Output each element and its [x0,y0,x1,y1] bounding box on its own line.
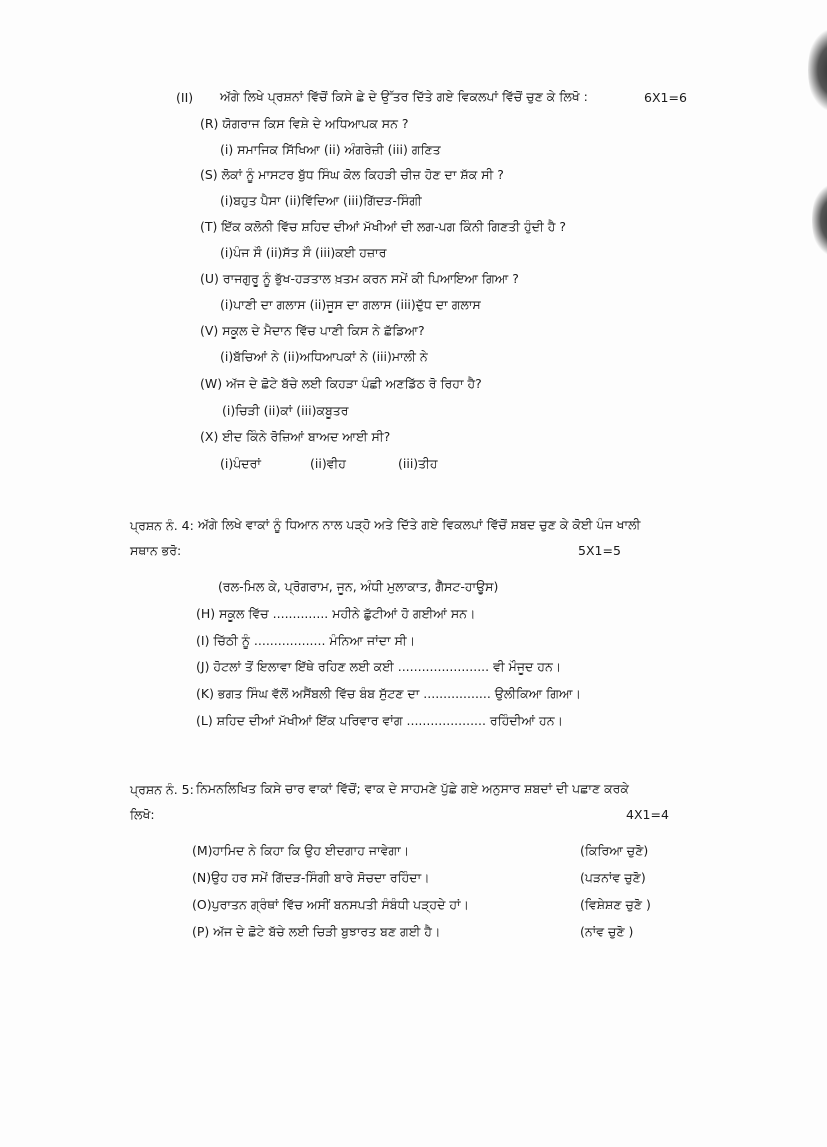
grammar-sentence-m: (M)ਹਾਮਿਦ ਨੇ ਕਿਹਾ ਕਿ ਉਹ ਈਦਗਾਹ ਜਾਵੇਗਾ। [192,843,410,858]
section-marks: 6X1=6 [644,90,687,105]
scan-blot-top [808,30,827,110]
q5-label: ਪ੍ਰਸ਼ਨ ਨੰ. 5: [130,782,194,797]
options-v: (i)ਬੱਚਿਆਂ ਨੇ (ii)ਅਧਿਆਪਕਾਂ ਨੇ (iii)ਮਾਲੀ ਨੇ [220,349,428,364]
grammar-sentence-p: (P) ਅੱਜ ਦੇ ਛੋਟੇ ਬੱਚੇ ਲਈ ਚਿੜੀ ਬੁਝਾਰਤ ਬਣ ਗਈ ਹੈ। [192,924,441,939]
q4-marks: 5X1=5 [578,543,621,558]
q4-label: ਪ੍ਰਸ਼ਨ ਨੰ. 4: [130,518,194,533]
fill-blank-l: (L) ਸ਼ਹਿਦ ਦੀਆਂ ਮੱਖੀਆਂ ਇੱਕ ਪਰਿਵਾਰ ਵਾਂਗ .................... ਰਹਿੰਦੀਆਂ ਹਨ। [196,713,563,728]
question-t: (T) ਇੱਕ ਕਲੋਨੀ ਵਿੱਚ ਸ਼ਹਿਦ ਦੀਆਂ ਮੱਖੀਆਂ ਦੀ ਲਗ-ਪਗ ਕਿੰਨੀ ਗਿਣਤੀ ਹੁੰਦੀ ਹੈ ? [200,219,567,234]
section-instruction: ਅੱਗੇ ਲਿਖੇ ਪ੍ਰਸ਼ਨਾਂ ਵਿੱਚੋਂ ਕਿਸੇ ਛੇ ਦੇ ਉੱਤਰ ਦਿੱਤੇ ਗਏ ਵਿਕਲਪਾਂ ਵਿੱਚੋਂ ਚੁਣ ਕੇ ਲਿਖੋ : [220,89,588,104]
q5-instruction-line1: ਨਿਮਨਲਿਖਿਤ ਕਿਸੇ ਚਾਰ ਵਾਕਾਂ ਵਿੱਚੋਂ; ਵਾਕ ਦੇ ਸਾਹਮਣੇ ਪੁੱਛੇ ਗਏ ਅਨੁਸਾਰ ਸ਼ਬਦਾਂ ਦੀ ਪਛਾਣ ਕਰਕੇ [196,781,629,796]
grammar-task-m: (ਕਿਰਿਆ ਚੁਣੋ) [580,843,649,858]
question-r: (R) ਯੋਗਰਾਜ ਕਿਸ ਵਿਸ਼ੇ ਦੇ ਅਧਿਆਪਕ ਸਨ ? [200,116,409,131]
q5-instruction-line2: ਲਿਖੋ: [130,807,155,822]
question-v: (V) ਸਕੂਲ ਦੇ ਮੈਦਾਨ ਵਿੱਚ ਪਾਣੀ ਕਿਸ ਨੇ ਛੱਡਿਆ? [200,323,425,338]
options-r: (i) ਸਮਾਜਿਕ ਸਿੱਖਿਆ (ii) ਅੰਗਰੇਜ਼ੀ (iii) ਗਣਿਤ [220,142,441,157]
option-x-3: (iii)ਤੀਹ [398,456,438,471]
q4-instruction-line1: ਅੱਗੇ ਲਿਖੇ ਵਾਕਾਂ ਨੂੰ ਧਿਆਨ ਨਾਲ ਪੜ੍ਹੋ ਅਤੇ ਦਿੱਤੇ ਗਏ ਵਿਕਲਪਾਂ ਵਿੱਚੋਂ ਸ਼ਬਦ ਚੁਣ ਕੇ ਕੋਈ ਪੰਜ ਖਾਲੀ [198,517,641,532]
grammar-task-p: (ਨਾਂਵ ਚੁਣੋ ) [580,924,634,939]
option-x-1: (i)ਪੰਦਰਾਂ [220,456,261,471]
options-w: (i)ਚਿੜੀ (ii)ਕਾਂ (iii)ਕਬੂਤਰ [222,403,349,418]
q5-marks: 4X1=4 [626,807,669,822]
question-s: (S) ਲੋਕਾਂ ਨੂੰ ਮਾਸਟਰ ਬੁੱਧ ਸਿੰਘ ਕੋਲ ਕਿਹੜੀ ਚੀਜ਼ ਹੋਣ ਦਾ ਸ਼ੱਕ ਸੀ ? [200,167,504,182]
grammar-sentence-n: (N)ਉਹ ਹਰ ਸਮੇਂ ਗਿੱਦੜ-ਸਿੰਗੀ ਬਾਰੇ ਸੋਚਦਾ ਰਹਿੰਦਾ। [192,870,430,885]
options-s: (i)ਬਹੁਤ ਪੈਸਾ (ii)ਵਿੱਦਿਆ (iii)ਗਿੱਦੜ-ਸਿੰਗੀ [220,193,422,208]
fill-blank-j: (J) ਹੋਟਲਾਂ ਤੋਂ ਇਲਾਵਾ ਇੱਥੇ ਰਹਿਣ ਲਈ ਕਈ ....................... ਵੀ ਮੌਜੂਦ ਹਨ। [196,659,562,674]
fill-blank-h: (H) ਸਕੂਲ ਵਿੱਚ .............. ਮਹੀਨੇ ਛੁੱਟੀਆਂ ਹੋ ਗਈਆਂ ਸਨ। [196,606,476,621]
fill-blank-k: (K) ਭਗਤ ਸਿੰਘ ਵੱਲੋਂ ਅਸੈਂਬਲੀ ਵਿੱਚ ਬੰਬ ਸੁੱਟਣ ਦਾ ................. ਉਲੀਕਿਆ ਗਿਆ। [196,686,581,701]
grammar-task-n: (ਪੜਨਾਂਵ ਚੁਣੋ) [580,870,646,885]
question-w: (W) ਅੱਜ ਦੇ ਛੋਟੇ ਬੱਚੇ ਲਈ ਕਿਹੜਾ ਪੰਛੀ ਅਣਡਿੱਠ ਰੋ ਰਿਹਾ ਹੈ? [200,376,482,391]
q4-instruction-line2: ਸਥਾਨ ਭਰੋ: [130,543,182,558]
grammar-sentence-o: (O)ਪੁਰਾਤਨ ਗ੍ਰੰਥਾਂ ਵਿੱਚ ਅਸੀਂ ਬਨਸਪਤੀ ਸੰਬੰਧੀ ਪੜ੍ਹਦੇ ਹਾਂ। [192,897,469,912]
options-u: (i)ਪਾਣੀ ਦਾ ਗਲਾਸ (ii)ਜੂਸ ਦਾ ਗਲਾਸ (iii)ਦੁੱਧ ਦਾ ਗਲਾਸ [220,297,481,312]
fill-blank-i: (I) ਚਿੱਠੀ ਨੂੰ .................. ਮੰਨਿਆ ਜਾਂਦਾ ਸੀ। [196,633,416,648]
section-number: (II) [176,90,194,105]
question-u: (U) ਰਾਜਗੁਰੂ ਨੂੰ ਭੁੱਖ-ਹੜਤਾਲ ਖ਼ਤਮ ਕਰਨ ਸਮੇਂ ਕੀ ਪਿਆਇਆ ਗਿਆ ? [200,271,519,286]
grammar-task-o: (ਵਿਸ਼ੇਸ਼ਣ ਚੁਣੋ ) [580,897,651,912]
option-x-2: (ii)ਵੀਹ [310,456,346,471]
q4-word-bank: (ਰਲ-ਮਿਲ ਕੇ, ਪ੍ਰੋਗਰਾਮ, ਜੂਨ, ਅੰਧੀ ਮੁਲਾਕਾਤ, ਗੈੱਸਟ-ਹਾਊਸ) [218,579,499,594]
question-x: (X) ਈਦ ਕਿੰਨੇ ਰੋਜ਼ਿਆਂ ਬਾਅਦ ਆਈ ਸੀ? [200,429,391,444]
options-t: (i)ਪੰਜ ਸੌ (ii)ਸੱਤ ਸੌ (iii)ਕਈ ਹਜ਼ਾਰ [220,245,387,260]
scan-blot-middle [812,185,827,255]
